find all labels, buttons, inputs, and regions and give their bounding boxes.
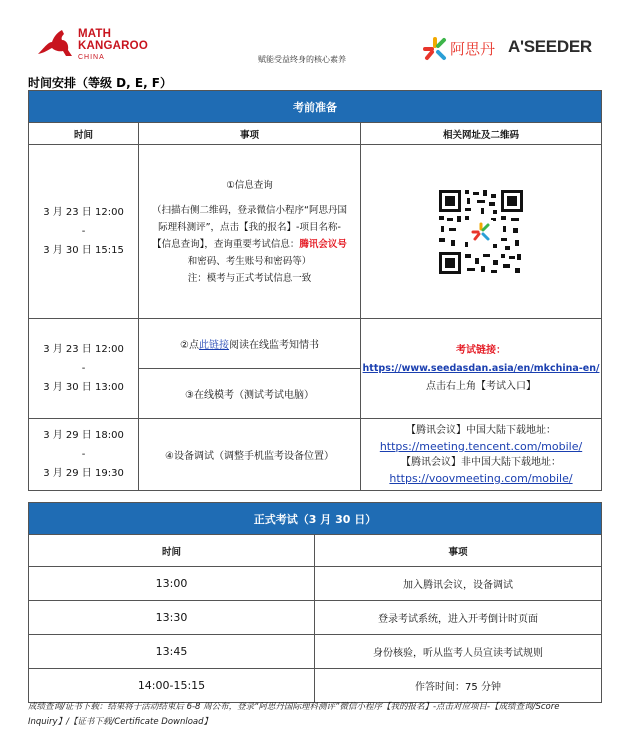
row1-item-note: 注：模考与正式考试信息一致 bbox=[187, 272, 312, 284]
row1-qr-cell bbox=[361, 145, 602, 319]
logo-line3: CHINA bbox=[78, 54, 105, 61]
row2-item-b: ③在线模考（测试考试电脑） bbox=[139, 369, 361, 419]
row1-dash: - bbox=[81, 226, 86, 237]
row3-item: ④设备调试（调整手机监考设备位置） bbox=[139, 419, 361, 491]
table-row bbox=[29, 601, 602, 635]
logo-line1: MATH bbox=[78, 28, 112, 40]
row2-item-a bbox=[139, 319, 361, 369]
exam-row-time: 13:00 bbox=[29, 567, 315, 601]
overseas-download-label: 【腾讯会议】非中国大陆下载地址： bbox=[401, 456, 561, 468]
row1-item bbox=[139, 145, 361, 319]
row2-item-a-prefix: ②点 bbox=[180, 340, 199, 351]
row3-time-end: 3 月 29 日 19:30 bbox=[43, 468, 124, 479]
exam-row-item: 身份核验，听从监考人员宣读考试规则 bbox=[315, 635, 602, 669]
row1-time-end: 3 月 30 日 15:15 bbox=[43, 245, 124, 256]
exam-banner: 正式考试（3 月 30 日） bbox=[29, 503, 602, 535]
notice-link[interactable]: 此链接 bbox=[198, 340, 229, 351]
exam-row-item: 作答时间：75 分钟 bbox=[315, 669, 602, 703]
overseas-download-url[interactable]: https://voovmeeting.com/mobile/ bbox=[389, 471, 573, 485]
footer-note: 成绩查询/证书下载：结果将于活动结束后 6-8 周公布，登录“阿思丹国际理科测评”微信小程序【我的报名】-点击对应项目-【成绩查询/Score Inquiry】/【证书下载/Certificate Download】 bbox=[28, 702, 560, 727]
row1-item-body-a: （扫描右侧二维码，登录微信小程序“阿思丹国际理科测评”，点击【我的报名】-项目名称-【信息查询】，查询重要考试信息： bbox=[152, 204, 347, 250]
logo-text bbox=[78, 28, 148, 64]
wechat-qr-code[interactable] bbox=[437, 188, 525, 276]
partner-cn: 阿思丹 bbox=[450, 40, 496, 58]
row3-dash: - bbox=[81, 449, 86, 460]
exam-row-time: 13:45 bbox=[29, 635, 315, 669]
section-title: 时间安排（等级 D, E, F） bbox=[28, 76, 173, 90]
table-row bbox=[29, 635, 602, 669]
row2-link-cell bbox=[361, 319, 602, 419]
mainland-download-url[interactable]: https://meeting.tencent.com/mobile/ bbox=[379, 439, 583, 453]
row1-item-title: ①信息查询 bbox=[226, 179, 273, 191]
table-row bbox=[29, 669, 602, 703]
row1-item-red: 腾讯会议号 bbox=[299, 238, 347, 250]
row3-time bbox=[29, 419, 139, 491]
row1-item-body bbox=[149, 202, 350, 270]
row1-time bbox=[29, 145, 139, 319]
row3-download-cell bbox=[361, 419, 602, 491]
prep-banner: 考前准备 bbox=[29, 91, 602, 123]
row2-time-start: 3 月 23 日 12:00 bbox=[43, 344, 124, 355]
row2-item-a-suffix: 阅读在线监考知情书 bbox=[228, 340, 319, 351]
slogan: 赋能受益终身的核心素养 bbox=[258, 55, 346, 64]
exam-row-time: 13:30 bbox=[29, 601, 315, 635]
math-kangaroo-logo bbox=[36, 28, 148, 62]
exam-col-item: 事项 bbox=[315, 535, 602, 567]
logo-line2: KANGAROO bbox=[78, 40, 148, 52]
row3-time-start: 3 月 29 日 18:00 bbox=[43, 430, 124, 441]
kangaroo-icon bbox=[36, 28, 76, 58]
col-time-header: 时间 bbox=[29, 123, 139, 145]
mainland-download-label: 【腾讯会议】中国大陆下载地址： bbox=[406, 424, 556, 436]
exam-row-time: 14:00-15:15 bbox=[29, 669, 315, 703]
table-row bbox=[29, 567, 602, 601]
row1-time-start: 3 月 23 日 12:00 bbox=[43, 207, 124, 218]
col-link-header: 相关网址及二维码 bbox=[361, 123, 602, 145]
partner-en: A'SEEDER bbox=[508, 37, 592, 56]
exam-row-item: 加入腾讯会议，设备调试 bbox=[315, 567, 602, 601]
row2-dash: - bbox=[81, 363, 86, 374]
exam-link-url[interactable]: https://www.seedasdan.asia/en/mkchina-en/ bbox=[362, 362, 600, 374]
row1-item-body-b: 和密码、考生账号和密码等） bbox=[187, 255, 312, 267]
exam-row-item: 登录考试系统，进入开考倒计时页面 bbox=[315, 601, 602, 635]
exam-col-time: 时间 bbox=[29, 535, 315, 567]
row2-time bbox=[29, 319, 139, 419]
page-header bbox=[0, 0, 626, 70]
exam-link-label: 考试链接： bbox=[456, 344, 506, 356]
prep-table bbox=[28, 90, 602, 491]
col-item-header: 事项 bbox=[139, 123, 361, 145]
exam-link-note: 点击右上角【考试入口】 bbox=[426, 380, 536, 392]
exam-table bbox=[28, 502, 602, 703]
aseeder-logo bbox=[422, 36, 592, 66]
row2-time-end: 3 月 30 日 13:00 bbox=[43, 382, 124, 393]
aseeder-star-icon bbox=[422, 36, 448, 62]
